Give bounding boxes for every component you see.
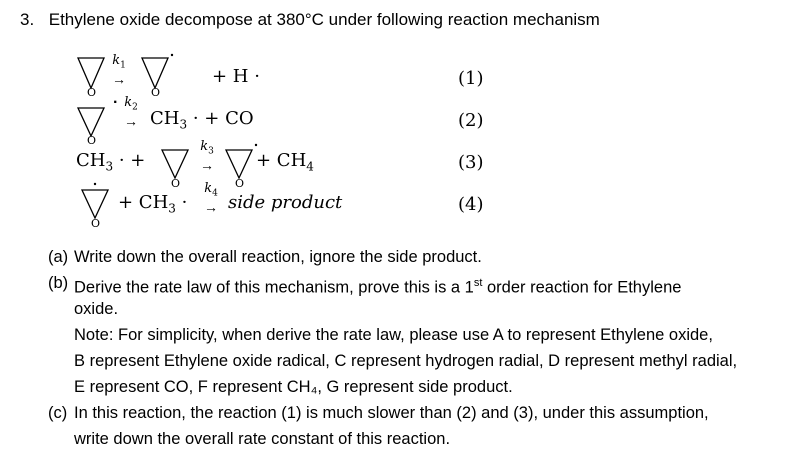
rate-arrow-k2: $k_2$ → — [124, 95, 138, 129]
ethylene-oxide-radical-icon — [80, 178, 120, 228]
svg-text:O: O — [91, 217, 101, 228]
svg-text:O: O — [87, 134, 97, 144]
part-b-note2: B represent Ethylene oxide radical, C represent hydrogen radial, D represent methyl radial, — [74, 352, 738, 370]
reaction-number-4: (4) — [458, 194, 484, 215]
part-c-line2: write down the overall rate constant of this reaction. — [74, 430, 451, 448]
svg-text:O: O — [151, 86, 161, 96]
reaction-number-2: (2) — [458, 110, 484, 131]
product-h-radical: + H · — [212, 66, 260, 87]
radical-dot: · — [113, 94, 119, 111]
ethylene-oxide-radical-icon — [68, 98, 116, 144]
part-b-line1: Derive the rate law of this mechanism, prove this is a 1st order reaction for Ethylene — [74, 277, 682, 297]
reaction-number-3: (3) — [458, 152, 484, 173]
svg-text:O: O — [87, 86, 97, 96]
question-header — [20, 10, 600, 30]
reactant-ch3-radical: $CH_3$ · + — [76, 150, 146, 174]
reaction-number-1: (1) — [458, 68, 484, 89]
rate-arrow-k4: $k_4$ → — [204, 181, 218, 215]
svg-text:O: O — [171, 177, 181, 188]
rate-arrow-k3: $k_3$ → — [200, 139, 214, 173]
part-b-tag: (b) — [48, 274, 69, 292]
question-title: Ethylene oxide decompose at 380°C under following reaction mechanism — [48, 10, 600, 29]
ethylene-oxide-radical-icon — [140, 50, 180, 96]
part-a-tag: (a) — [48, 248, 69, 266]
part-b-line2: oxide. — [74, 300, 119, 318]
part-b-note1: Note: For simplicity, when derive the rate law, please use A to represent Ethylene oxide, — [74, 326, 713, 344]
products-ch3-co: $CH_3$ · + CO — [150, 108, 254, 132]
part-a-text: Write down the overall reaction, ignore the side product. — [74, 248, 482, 266]
part-c-tag: (c) — [48, 404, 68, 422]
rate-arrow-k1: $k_1$ → — [112, 53, 126, 87]
product-ch4: + $CH_4$ — [256, 150, 314, 174]
reactant-ch3-radical: + $CH_3$ · — [118, 192, 188, 216]
ethylene-oxide-icon — [158, 142, 192, 188]
part-c-line1: In this reaction, the reaction (1) is much slower than (2) and (3), under this assumption, — [74, 404, 709, 422]
question-number: 3. — [20, 10, 35, 29]
ethylene-oxide-icon — [76, 56, 106, 96]
part-b-note3: E represent CO, F represent CH₄, G represent side product. — [74, 378, 513, 396]
svg-text:O: O — [235, 177, 245, 188]
side-product: side product — [228, 192, 343, 213]
